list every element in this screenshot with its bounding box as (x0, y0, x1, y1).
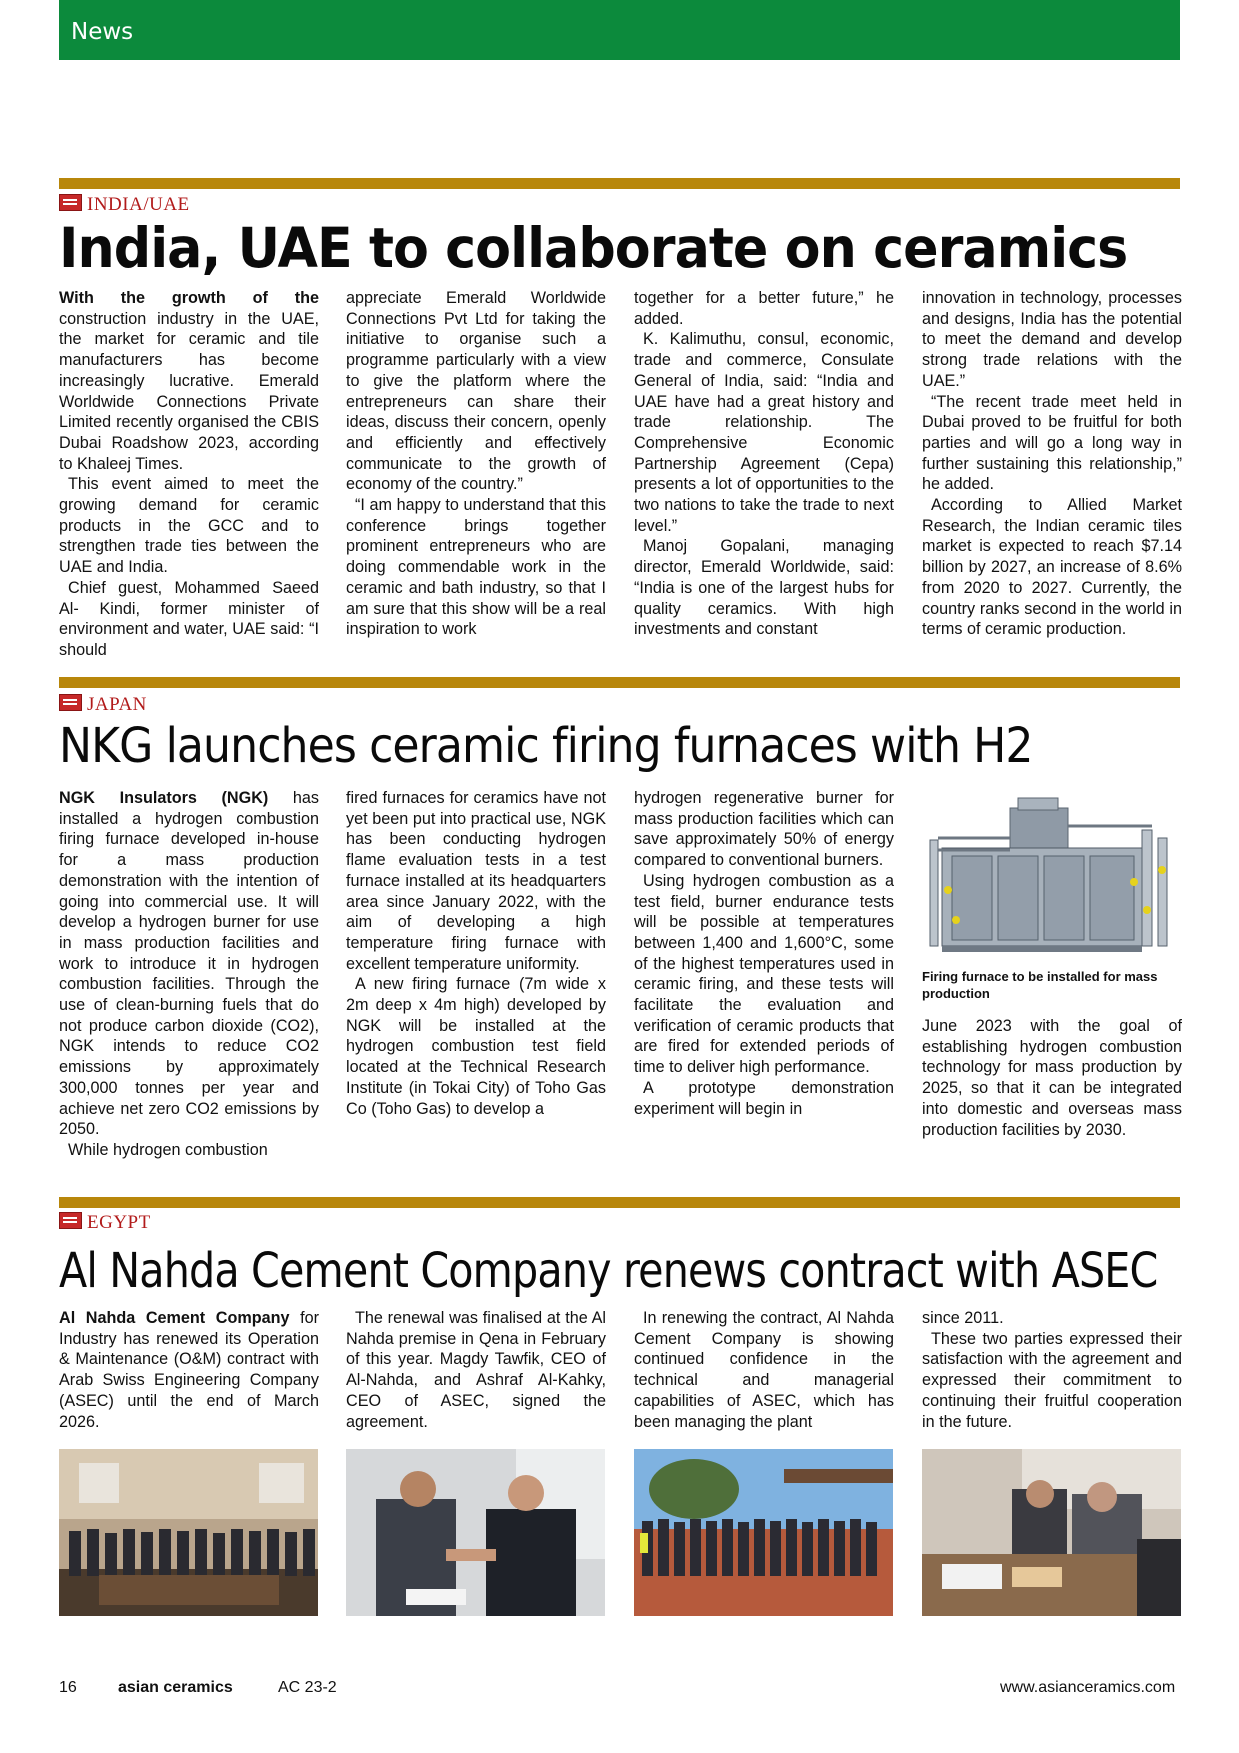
body-paragraph: together for a better future,” he added. (634, 289, 894, 328)
article-rule (59, 178, 1180, 189)
newspaper-icon (59, 194, 82, 211)
kicker-label: JAPAN (87, 694, 147, 715)
article-column (634, 288, 894, 663)
meeting-room-photo (59, 1449, 318, 1616)
newspaper-icon (59, 1212, 82, 1229)
article-headline: NKG launches ceramic firing furnaces with H2 (59, 718, 1033, 774)
section-header-bar (59, 0, 1180, 60)
article-column (922, 1016, 1182, 1184)
body-paragraph: “I am happy to understand that this conference brings together prominent entrepreneurs who are doing commendable work in the ceramic and bath industry, so that I am sure that this show will be a real inspiration to work (346, 496, 606, 639)
issue-code: AC 23-2 (278, 1679, 337, 1696)
kicker-label: EGYPT (87, 1212, 151, 1233)
section-label: News (71, 19, 134, 45)
article-column (59, 788, 319, 1184)
group-outdoor-photo (634, 1449, 893, 1616)
kicker-label: INDIA/UAE (87, 194, 190, 215)
article-kicker (59, 694, 147, 716)
body-paragraph: NGK Insulators (NGK) has installed a hydrogen combustion firing furnace developed in-house for a mass production demonstration with the intention of going into commercial use. It will develop a hydrogen burner for use in mass production facilities and work to introduce it in hydrogen combustion facilities. Through the use of clean-burning fuels that do not produce carbon dioxide (CO2), NGK intends to reduce CO2 emissions by approximately 300,000 tonnes per year and achieve net zero CO2 emissions by 2050. (59, 789, 319, 1139)
article-kicker (59, 194, 190, 216)
body-paragraph: Manoj Gopalani, managing director, Emerald Worldwide, said: “India is one of the largest hubs for quality ceramics. With high investments and constant (634, 537, 894, 639)
body-paragraph: Al Nahda Cement Company for Industry has renewed its Operation & Maintenance (O&M) contract with Arab Swiss Engineering Company (ASEC) until the end of March 2026. (59, 1309, 319, 1431)
article-column (346, 288, 606, 663)
article-column (922, 1308, 1182, 1434)
body-paragraph: fired furnaces for ceramics have not yet been put into practical use, NGK has been conducting hydrogen flame evaluation tests in a test furnace installed at its headquarters area since January 2022, with the aim of developing a high temperature firing furnace with excellent temperature uniformity. (346, 789, 606, 973)
body-paragraph: In renewing the contract, Al Nahda Cement Company is showing continued confidence in the technical and managerial capabilities of ASEC, which has been managing the plant (634, 1309, 894, 1431)
body-paragraph: “The recent trade meet held in Dubai proved to be fruitful for both parties and will go a long way in further sustaining this relationship,” he added. (922, 392, 1182, 494)
website-link[interactable]: www.asianceramics.com (1000, 1679, 1176, 1696)
lead-in: NGK Insulators (NGK) (59, 789, 269, 807)
figure-caption: Firing furnace to be installed for mass production (922, 969, 1158, 1001)
body-paragraph: The renewal was finalised at the Al Nahda premise in Qena in February of this year. Magdy Tawfik, CEO of Al-Nahda, and Ashraf Al-Kahky, CEO of ASEC, signed the agreement. (346, 1309, 606, 1431)
body-paragraph: These two parties expressed their satisfaction with the agreement and expressed their commitment to continuing their fruitful cooperation in the future. (922, 1329, 1182, 1431)
magazine-name: asian ceramics (118, 1679, 233, 1696)
body-paragraph: June 2023 with the goal of establishing hydrogen combustion technology for mass production by 2025, so that it can be integrated into domestic and overseas mass production facilities by 2030. (922, 1017, 1182, 1139)
article-column (346, 788, 606, 1184)
article-rule (59, 1197, 1180, 1208)
lead-in: Al Nahda Cement Company (59, 1309, 290, 1327)
contract-signing-photo (922, 1449, 1181, 1616)
body-paragraph: innovation in technology, processes and designs, India has the potential to meet the demand and develop strong trade relations with the UAE.” (922, 289, 1182, 390)
page-number: 16 (59, 1679, 77, 1696)
body-paragraph: appreciate Emerald Worldwide Connections Pvt Ltd for taking the initiative to organise such a programme particularly with a view to give the platform where the entrepreneurs can share their ideas, discuss their concern, openly and efficiently and effectively communicate to the growth of economy of the country.” (346, 289, 606, 494)
lead-in: With the growth of the (59, 289, 319, 307)
body-paragraph: since 2011. (922, 1309, 1004, 1327)
handshake-photo (346, 1449, 605, 1616)
furnace-illustration (922, 790, 1180, 965)
body-paragraph: Chief guest, Mohammed Saeed Al- Kindi, former minister of environment and water, UAE said: “I should (59, 578, 319, 659)
body-paragraph: This event aimed to meet the growing demand for ceramic products in the GCC and to strengthen trade ties between the UAE and India. (59, 475, 319, 577)
body-paragraph: A prototype demonstration experiment will begin in (634, 1078, 894, 1118)
furnace-figure (922, 790, 1180, 965)
body-paragraph: While hydrogen combustion (68, 1140, 268, 1159)
article-column (346, 1308, 606, 1434)
article-rule (59, 677, 1180, 688)
body-paragraph: According to Allied Market Research, the Indian ceramic tiles market is expected to reach $7.14 billion by 2027, an increase of 8.6% from 2020 to 2027. Currently, the country ranks second in the world in terms of ceramic production. (922, 496, 1182, 639)
article-headline: Al Nahda Cement Company renews contract with ASEC (59, 1243, 1158, 1299)
article-kicker (59, 1212, 151, 1234)
article-column (922, 288, 1182, 663)
article-column (59, 1308, 319, 1434)
body-paragraph: K. Kalimuthu, consul, economic, trade and commerce, Consulate General of India, said: “India and UAE have had a great history and trade relationship. The Comprehensive Economic Partnership Agreement (Cepa) presents a lot of opportunities to the two nations to take the trade to next level.” (634, 330, 894, 535)
body-paragraph: With the growth of the construction industry in the UAE, the market for ceramic and tile manufacturers has become increasingly lucrative. Emerald Worldwide Connections Private Limited recently organised the CBIS Dubai Roadshow 2023, according to Khaleej Times. (59, 289, 319, 473)
article-column (634, 788, 894, 1184)
article-column (634, 1308, 894, 1434)
article-headline: India, UAE to collaborate on ceramics (59, 216, 1128, 280)
body-paragraph: hydrogen regenerative burner for mass production facilities which can save approximately 50% of energy compared to conventional burners. (634, 789, 894, 870)
body-paragraph: A new firing furnace (7m wide x 2m deep x 4m high) developed by NGK will be installed at the hydrogen combustion test field located at the Technical Research Institute (in Tokai City) of Toho Gas Co (Toho Gas) to develop a (346, 975, 606, 1118)
body-paragraph: Using hydrogen combustion as a test field, burner endurance tests will be possible at temperatures between 1,400 and 1,600°C, some of the highest temperatures used in ceramic firing, and these tests will facilitate the evaluation and verification of ceramic products that are fired for extended periods of time to deliver high performance. (634, 871, 894, 1077)
newspaper-icon (59, 694, 82, 711)
article-column (59, 288, 319, 663)
